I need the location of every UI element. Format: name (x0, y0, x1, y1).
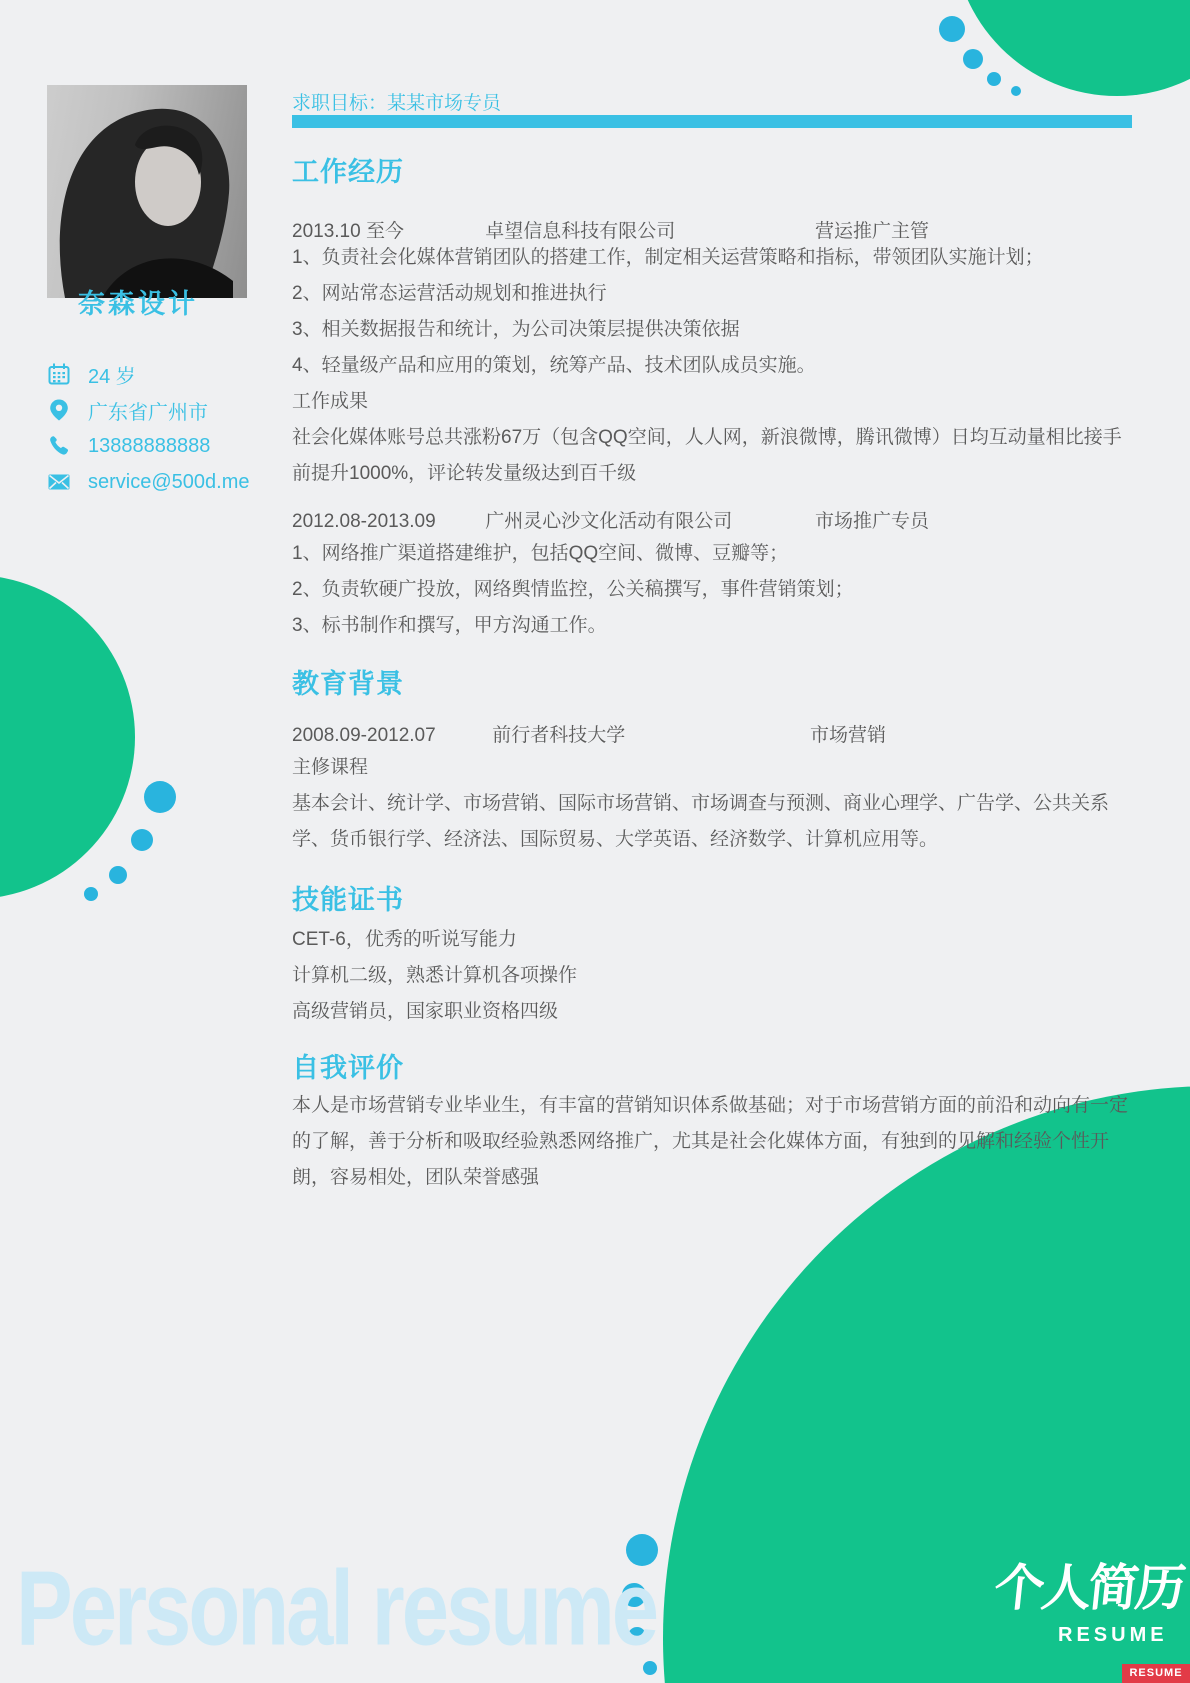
education-details (292, 750, 1137, 858)
email-value: service@500d.me (88, 470, 250, 493)
profile-photo (47, 85, 247, 298)
profile-name: 奈森设计 (78, 289, 198, 319)
contact-list (47, 356, 277, 500)
decor-circle-left (0, 575, 135, 899)
evaluation-text-block (292, 1088, 1137, 1196)
job2-bullet: 2、负责软硬广投放，网络舆情监控，公关稿撰写，事件营销策划； (292, 579, 854, 600)
job1-bullet: 2、网站常态运营活动规划和推进执行 (292, 283, 607, 304)
education-period: 2008.09-2012.07 (292, 725, 436, 746)
email-icon (47, 470, 71, 494)
section-title-evaluation: 自我评价 (292, 1053, 404, 1083)
resume-watermark-badge: RESUME (1122, 1664, 1190, 1683)
decor-dot (109, 866, 127, 884)
job2-details (292, 536, 1137, 644)
job2-company: 广州灵心沙文化活动有限公司 (485, 511, 733, 532)
phone-value: 13888888888 (88, 434, 211, 457)
skill-item: 高级营销员，国家职业资格四级 (292, 1001, 559, 1022)
job1-bullet: 1、负责社会化媒体营销团队的搭建工作，制定相关运营策略和指标，带领团队实施计划； (292, 247, 1044, 268)
portrait-illustration (47, 85, 247, 298)
decor-dot (987, 72, 1001, 86)
job1-role: 营运推广主管 (815, 221, 930, 242)
divider-bar (292, 115, 1132, 128)
decor-dot (963, 49, 983, 69)
job2-bullet: 3、标书制作和撰写，甲方沟通工作。 (292, 615, 607, 636)
job2-bullet: 1、网络推广渠道搭建维护，包括QQ空间、微博、豆瓣等； (292, 543, 789, 564)
contact-item-age (47, 356, 277, 392)
contact-item-location (47, 392, 277, 428)
decor-dot (84, 887, 98, 901)
job2-meta (292, 506, 1137, 533)
calendar-icon (47, 362, 71, 386)
section-title-work: 工作经历 (292, 157, 404, 187)
job1-result-text: 社会化媒体账号总共涨粉67万（包含QQ空间，人人网，新浪微博，腾讯微博）日均互动量相比接手前提升1000%，评论转发量级达到百千级 (292, 427, 1122, 484)
location-value: 广东省广州市 (88, 401, 208, 424)
skills-list (292, 922, 1137, 1030)
education-school: 前行者科技大学 (492, 725, 626, 746)
section-title-skills: 技能证书 (292, 885, 404, 915)
watermark-text: Personal resume (16, 1549, 657, 1668)
objective-title: 求职目标：某某市场专员 (292, 93, 502, 114)
skill-item: CET-6，优秀的听说写能力 (292, 929, 517, 950)
age-value: 24 岁 (88, 365, 136, 388)
job1-details (292, 240, 1137, 492)
decor-dot (144, 781, 176, 813)
job2-role: 市场推广专员 (815, 511, 930, 532)
contact-item-phone (47, 428, 277, 464)
job1-company: 卓望信息科技有限公司 (485, 221, 676, 242)
contact-item-email (47, 464, 277, 500)
job1-period: 2013.10 至今 (292, 221, 404, 242)
job1-result-label: 工作成果 (292, 391, 369, 412)
section-title-education: 教育背景 (292, 669, 404, 699)
brand-logo (991, 1548, 1190, 1646)
brand-logo-subtext: RESUME (1058, 1624, 1168, 1646)
job1-meta (292, 216, 1137, 243)
decor-dot (131, 829, 153, 851)
decor-dot (939, 16, 965, 42)
phone-icon (47, 434, 71, 458)
evaluation-text: 本人是市场营销专业毕业生，有丰富的营销知识体系做基础；对于市场营销方面的前沿和动向有一定的了解，善于分析和吸取经验熟悉网络推广，尤其是社会化媒体方面，有独到的见解和经验个性开朗，容易相处，团队荣誉感强 (292, 1095, 1129, 1188)
courses-text: 基本会计、统计学、市场营销、国际市场营销、市场调查与预测、商业心理学、广告学、公共关系学、货币银行学、经济法、国际贸易、大学英语、经济数学、计算机应用等。 (292, 793, 1110, 850)
education-major: 市场营销 (810, 725, 887, 746)
brand-logo-text: 个人简历 (991, 1560, 1186, 1616)
job1-bullet: 4、轻量级产品和应用的策划，统筹产品、技术团队成员实施。 (292, 355, 816, 376)
job2-period: 2012.08-2013.09 (292, 511, 436, 532)
education-meta (292, 720, 1137, 747)
skill-item: 计算机二级，熟悉计算机各项操作 (292, 965, 578, 986)
courses-label: 主修课程 (292, 757, 369, 778)
job1-bullet: 3、相关数据报告和统计，为公司决策层提供决策依据 (292, 319, 740, 340)
location-icon (47, 398, 71, 422)
